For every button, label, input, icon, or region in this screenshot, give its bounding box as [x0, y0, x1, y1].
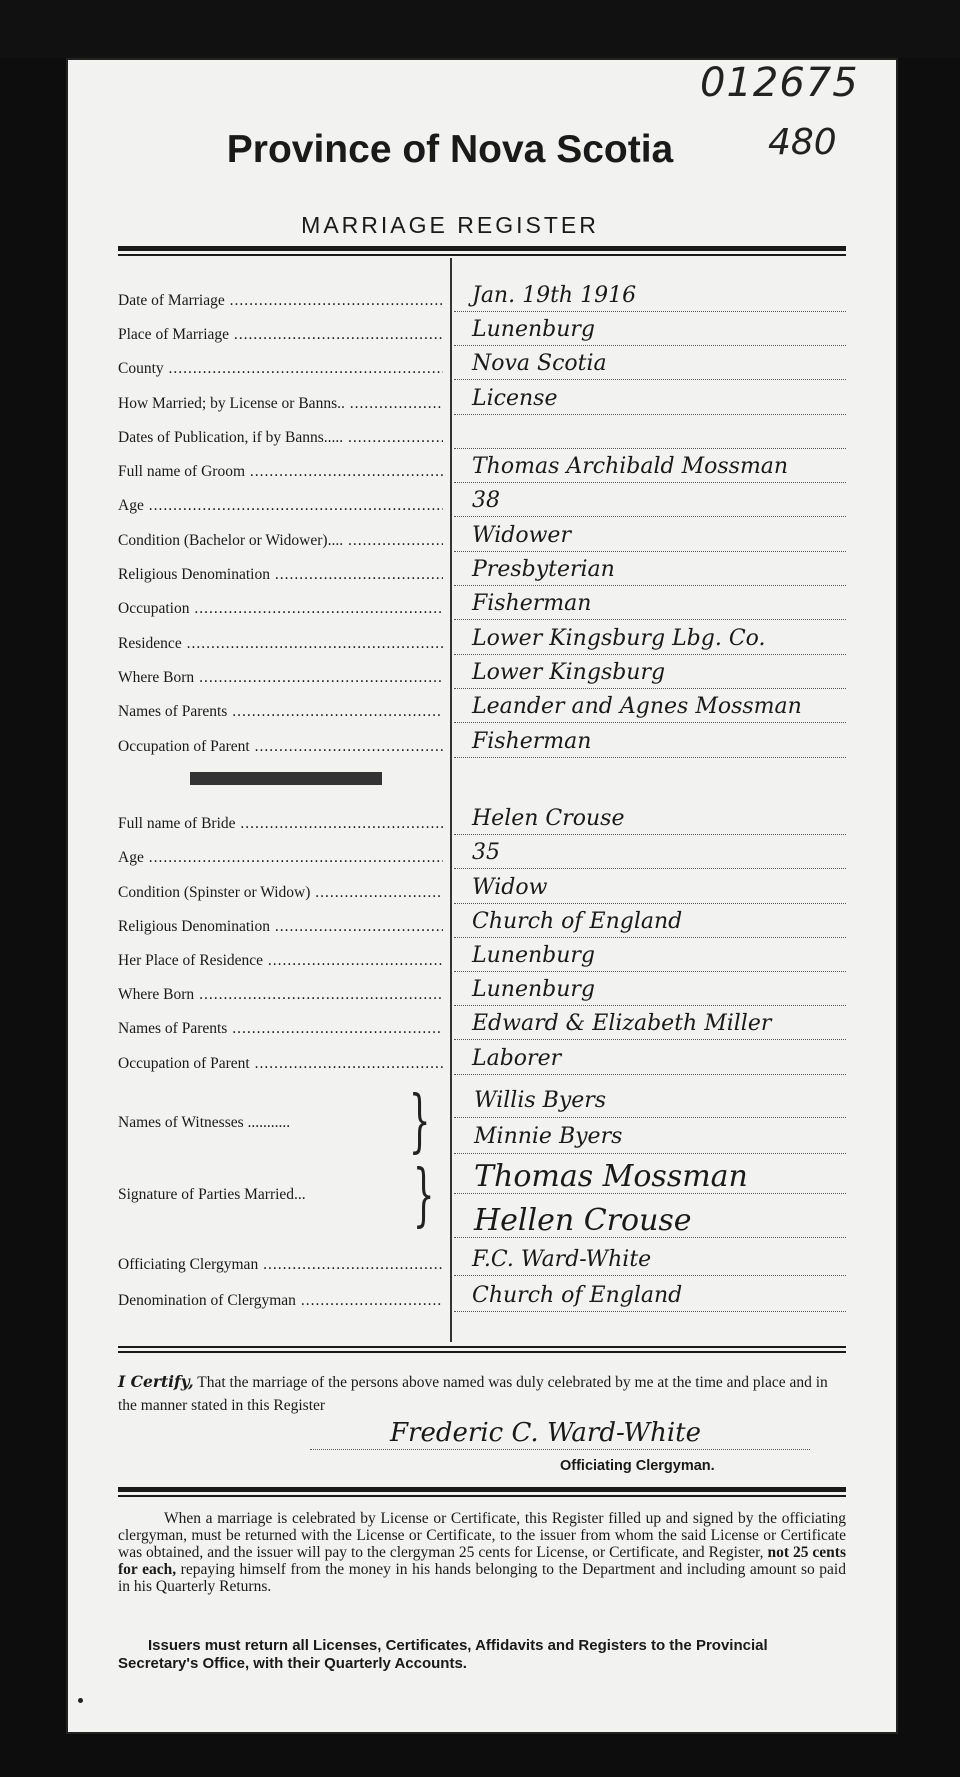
bride-residence-field[interactable]: Lunenburg [454, 941, 846, 972]
page-title: Province of Nova Scotia [226, 128, 674, 171]
row-bride-age [118, 837, 846, 871]
row-groom-condition [118, 520, 846, 554]
field-label: County ..... [118, 360, 443, 378]
field-label: Occupation of Parent ..... [118, 1055, 443, 1073]
field-label: Where Born ..... [118, 986, 443, 1004]
place-of-marriage-field[interactable]: Lunenburg [454, 315, 846, 346]
field-label: Names of Parents ..... [118, 1020, 443, 1038]
witness-1-field[interactable]: Willis Byers [454, 1084, 846, 1118]
row-how-married [118, 383, 846, 417]
field-label: Officiating Clergyman ..... [118, 1256, 443, 1274]
groom-parent-occupation-field[interactable]: Fisherman [454, 727, 846, 758]
groom-occupation-field[interactable]: Fisherman [454, 589, 846, 620]
instructions-note: When a marriage is celebrated by License or Certificate, this Register filled up and signed by the officiating clergyman, must be returned with the License or Certificate, to the issuer from whom the said License or Certificate was obtained, and the issuer will pay to the clergyman 25 cents for License, or Certificate, and Register, not 25 cents for each, repaying himself from the money in his hands belonging to the Department and including amount so paid in his Quarterly Returns. [118, 1510, 846, 1595]
clergy-denomination-field[interactable]: Church of England [454, 1281, 846, 1312]
row-bride-condition [118, 872, 846, 906]
bride-parent-occupation-field[interactable]: Laborer [454, 1044, 846, 1075]
certification-text: I Certify, That the marriage of the persons above named was duly celebrated by me at the time and place and in the manner stated in this Register [118, 1372, 828, 1414]
field-label: Names of Parents ..... [118, 703, 443, 721]
field-label: Religious Denomination ..... [118, 918, 443, 936]
bride-signature-field[interactable]: Hellen Crouse [454, 1204, 846, 1238]
scan-speck [78, 1698, 83, 1703]
certify-rule-2 [118, 1351, 846, 1353]
groom-birthplace-field[interactable]: Lower Kingsburg [454, 658, 846, 689]
field-label: Place of Marriage ..... [118, 326, 443, 344]
groom-name-field[interactable]: Thomas Archibald Mossman [454, 452, 846, 483]
groom-signature-field[interactable]: Thomas Mossman [454, 1160, 846, 1194]
row-groom-occupation [118, 588, 846, 622]
notes-rule-thin [118, 1495, 846, 1497]
footer-instruction: Issuers must return all Licenses, Certificates, Affidavits and Registers to the Provincial Secretary's Office, with their Quarterly Accounts. [118, 1637, 768, 1672]
header-rule [118, 246, 846, 251]
register-number: 012675 [700, 60, 859, 106]
witnesses-brace: } [408, 1082, 431, 1161]
bride-age-field[interactable]: 35 [454, 838, 846, 869]
groom-residence-field[interactable]: Lower Kingsburg Lbg. Co. [454, 624, 846, 655]
certify-rule [118, 1346, 846, 1348]
scan-border [0, 0, 960, 58]
date-of-marriage-field[interactable]: Jan. 19th 1916 [454, 281, 846, 312]
witnesses-label: Names of Witnesses ........... [118, 1114, 291, 1131]
row-bride-name [118, 803, 846, 837]
field-label: Religious Denomination ..... [118, 566, 443, 584]
row-bride-birthplace [118, 974, 846, 1008]
bride-parents-field[interactable]: Edward & Elizabeth Miller [454, 1009, 846, 1040]
row-groom-name [118, 451, 846, 485]
signature-caption: Officiating Clergyman. [560, 1458, 715, 1474]
county-field[interactable]: Nova Scotia [454, 349, 846, 380]
row-bride-residence [118, 940, 846, 974]
row-clergy-denomination [118, 1280, 846, 1314]
row-dates-of-publication [118, 417, 846, 451]
field-label: Where Born ..... [118, 669, 443, 687]
row-groom-residence [118, 623, 846, 657]
notes-rule [118, 1487, 846, 1492]
form-subtitle: MARRIAGE REGISTER [301, 212, 599, 238]
bride-section-marker [190, 772, 382, 785]
field-label: Dates of Publication, if by Banns..... ..... [118, 429, 443, 447]
field-label: Age ..... [118, 849, 443, 867]
field-label: Date of Marriage ..... [118, 292, 443, 310]
field-label: Occupation of Parent ..... [118, 738, 443, 756]
bride-name-field[interactable]: Helen Crouse [454, 804, 846, 835]
row-date-of-marriage [118, 280, 846, 314]
groom-age-field[interactable]: 38 [454, 486, 846, 517]
field-label: Full name of Bride ..... [118, 815, 443, 833]
signatures-brace: } [412, 1156, 435, 1235]
bride-religion-field[interactable]: Church of England [454, 907, 846, 938]
row-groom-religion [118, 554, 846, 588]
field-label: Age ..... [118, 497, 443, 515]
field-label: Condition (Bachelor or Widower).... ..... [118, 532, 443, 550]
field-label: How Married; by License or Banns.. ..... [118, 395, 443, 413]
field-label: Residence ..... [118, 635, 443, 653]
dates-of-publication-field[interactable] [454, 418, 846, 449]
row-place-of-marriage [118, 314, 846, 348]
page-number: 480 [768, 122, 837, 163]
row-county [118, 348, 846, 382]
signatures-label: Signature of Parties Married... [118, 1186, 306, 1203]
field-label: Her Place of Residence ..... [118, 952, 443, 970]
row-bride-parent-occupation [118, 1043, 846, 1077]
row-officiating-clergyman [118, 1244, 846, 1278]
field-label: Occupation ..... [118, 600, 443, 618]
row-groom-parents [118, 691, 846, 725]
row-bride-religion [118, 906, 846, 940]
row-bride-parents [118, 1008, 846, 1042]
bride-condition-field[interactable]: Widow [454, 873, 846, 904]
field-label: Full name of Groom ..... [118, 463, 443, 481]
how-married-field[interactable]: License [454, 384, 846, 415]
row-groom-birthplace [118, 657, 846, 691]
groom-religion-field[interactable]: Presbyterian [454, 555, 846, 586]
field-label: Denomination of Clergyman ..... [118, 1292, 443, 1310]
header-rule-thin [118, 254, 846, 256]
bride-birthplace-field[interactable]: Lunenburg [454, 975, 846, 1006]
groom-parents-field[interactable]: Leander and Agnes Mossman [454, 692, 846, 723]
groom-condition-field[interactable]: Widower [454, 521, 846, 552]
clergyman-signature-field[interactable]: Frederic C. Ward-White [310, 1416, 810, 1450]
row-groom-parent-occupation [118, 726, 846, 760]
field-label: Condition (Spinster or Widow) ..... [118, 884, 443, 902]
officiating-clergyman-field[interactable]: F.C. Ward-White [454, 1245, 846, 1276]
row-groom-age [118, 485, 846, 519]
witness-2-field[interactable]: Minnie Byers [454, 1120, 846, 1154]
